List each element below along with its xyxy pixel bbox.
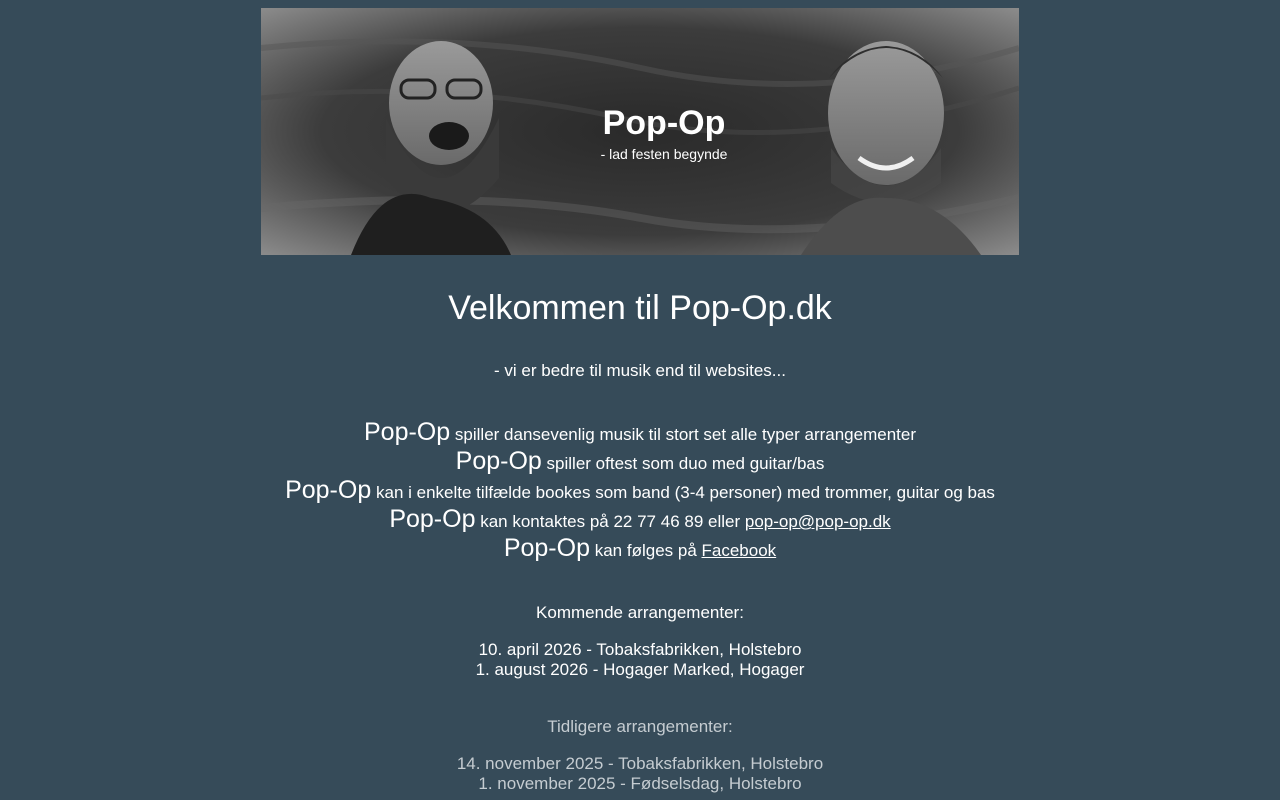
brand-name: Pop-Op [285,476,372,504]
about-item-text: kan i enkelte tilfælde bookes som band (3-4 personer) med trommer, guitar og bas [375,483,995,502]
page-title: Velkommen til Pop-Op.dk [448,289,832,327]
brand-name: Pop-Op [389,505,476,533]
about-item [0,476,1280,505]
brand-name: Pop-Op [503,534,590,562]
about-item-text: spiller oftest som duo med guitar/bas [546,454,825,473]
brand-name: Pop-Op [455,447,542,475]
about-item-text: kan følges på [594,541,702,560]
about-item-contact [0,505,1280,534]
event-item: 1. november 2025 - Fødselsdag, Holstebro [478,774,802,793]
facebook-link[interactable]: Facebook [701,541,777,560]
about-list [0,418,1280,563]
past-events-heading: Tidligere arrangementer: [547,717,733,736]
about-item-text: kan kontaktes på 22 77 46 89 eller [480,512,745,531]
event-item: 14. november 2025 - Tobaksfabrikken, Holstebro [456,754,824,773]
page-subtitle: - vi er bedre til musik end til websites... [494,361,786,380]
header-banner [261,8,1019,255]
event-item: 10. april 2026 - Tobaksfabrikken, Holstebro [478,640,802,659]
banner-logo-title: Pop-Op [602,104,726,142]
brand-name: Pop-Op [364,418,451,446]
upcoming-events-list [0,640,1280,680]
about-item-social [0,534,1280,563]
email-link[interactable]: pop-op@pop-op.dk [744,512,891,531]
about-item [0,447,1280,476]
event-item: 1. august 2026 - Hogager Marked, Hogager [475,660,805,679]
about-item-text: spiller dansevenlig musik til stort set alle typer arrangementer [454,425,916,444]
banner-logo-tagline: - lad festen begynde [600,146,728,162]
about-item [0,418,1280,447]
upcoming-events-heading: Kommende arrangementer: [536,603,744,622]
past-events-list [0,754,1280,794]
